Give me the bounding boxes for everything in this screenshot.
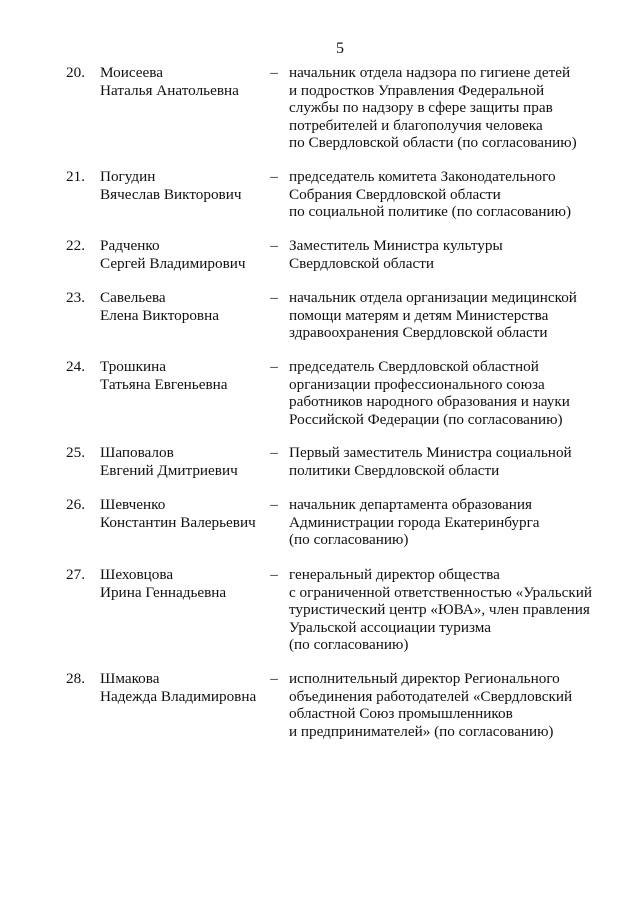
item-number: 22. [66, 237, 85, 254]
member-name-line: Константин Валерьевич [100, 513, 256, 531]
member-name-line: Шевченко [100, 496, 166, 513]
separator-dash: – [270, 670, 278, 687]
member-name [100, 358, 265, 393]
member-name [100, 168, 265, 203]
member-name-line: Шеховцова [100, 566, 174, 583]
member-position-line: начальник департамента образования [289, 496, 532, 513]
member-position [289, 358, 609, 428]
member-position [289, 64, 609, 152]
member-position-line: Российской Федерации (по согласованию) [289, 410, 563, 428]
member-position-line: (по согласованию) [289, 636, 409, 653]
member-name-line: Шмакова [100, 670, 160, 687]
item-number: 20. [66, 64, 85, 81]
separator-dash: – [270, 237, 278, 254]
separator-dash: – [270, 358, 278, 375]
separator-dash: – [270, 496, 278, 513]
item-number: 28. [66, 670, 85, 687]
member-name [100, 444, 265, 479]
member-position-line: службы по надзору в сфере защиты прав [289, 99, 553, 116]
member-name-line: Радченко [100, 237, 160, 254]
member-name-line: Надежда Владимировна [100, 687, 257, 705]
item-number: 27. [66, 566, 85, 583]
member-position [289, 496, 609, 549]
separator-dash: – [270, 289, 278, 306]
member-position-line: потребителей и благополучия человека [289, 116, 543, 134]
item-number: 25. [66, 444, 85, 461]
member-position-line: политики Свердловской области [289, 461, 500, 479]
member-position-line: Администрации города Екатеринбурга [289, 513, 540, 531]
member-position-line: председатель Свердловской областной [289, 358, 539, 375]
member-position [289, 566, 609, 654]
item-number: 26. [66, 496, 85, 513]
member-name-line: Трошкина [100, 358, 166, 375]
member-position-line: и подростков Управления Федеральной [289, 81, 545, 99]
member-name [100, 670, 265, 705]
member-name-line: Вячеслав Викторович [100, 185, 242, 203]
item-number: 21. [66, 168, 85, 185]
separator-dash: – [270, 64, 278, 81]
member-position-line: Свердловской области [289, 254, 434, 272]
member-name [100, 289, 265, 324]
member-position [289, 289, 609, 342]
member-name-line: Савельева [100, 289, 166, 306]
member-position [289, 670, 609, 740]
item-number: 24. [66, 358, 85, 375]
member-position [289, 237, 609, 272]
member-name-line: Татьяна Евгеньевна [100, 375, 228, 393]
member-position [289, 168, 609, 221]
separator-dash: – [270, 566, 278, 583]
member-position-line: Первый заместитель Министра социальной [289, 444, 572, 461]
member-position-line: организации профессионального союза [289, 375, 545, 393]
member-name-line: Ирина Геннадьевна [100, 583, 227, 601]
member-position-line: и предпринимателей» (по согласованию) [289, 722, 554, 740]
member-name-line: Шаповалов [100, 444, 174, 461]
member-position-line: объединения работодателей «Свердловский [289, 687, 573, 705]
member-position-line: работников народного образования и науки [289, 393, 570, 410]
member-position-line: начальник отдела организации медицинской [289, 289, 577, 306]
member-name-line: Наталья Анатольевна [100, 81, 239, 99]
member-position [289, 444, 609, 479]
member-name [100, 566, 265, 601]
member-position-line: здравоохранения Свердловской области [289, 324, 548, 341]
member-name [100, 237, 265, 272]
member-name-line: Евгений Дмитриевич [100, 461, 238, 479]
member-position-line: председатель комитета Законодательного [289, 168, 556, 185]
separator-dash: – [270, 444, 278, 461]
member-position-line: с ограниченной ответственностью «Уральский [289, 583, 593, 601]
item-number: 23. [66, 289, 85, 306]
member-position-line: Собрания Свердловской области [289, 185, 501, 203]
member-name-line: Моисеева [100, 64, 163, 81]
member-name-line: Погудин [100, 168, 156, 185]
member-position-line: Заместитель Министра культуры [289, 237, 503, 254]
member-position-line: областной Союз промышленников [289, 705, 513, 722]
member-position-line: туристический центр «ЮВА», член правления [289, 601, 590, 618]
member-position-line: (по согласованию) [289, 531, 409, 548]
member-name [100, 496, 265, 531]
member-position-line: исполнительный директор Регионального [289, 670, 560, 687]
member-position-line: помощи матерям и детям Министерства [289, 306, 549, 324]
member-position-line: по социальной политике (по согласованию) [289, 203, 572, 220]
member-position-line: по Свердловской области (по согласованию) [289, 134, 577, 151]
member-name-line: Сергей Владимирович [100, 254, 246, 272]
member-position-line: генеральный директор общества [289, 566, 500, 583]
member-name [100, 64, 265, 99]
member-position-line: начальник отдела надзора по гигиене детей [289, 64, 571, 81]
separator-dash: – [270, 168, 278, 185]
page-number: 5 [336, 40, 344, 57]
member-position-line: Уральской ассоциации туризма [289, 618, 492, 636]
member-name-line: Елена Викторовна [100, 306, 219, 324]
